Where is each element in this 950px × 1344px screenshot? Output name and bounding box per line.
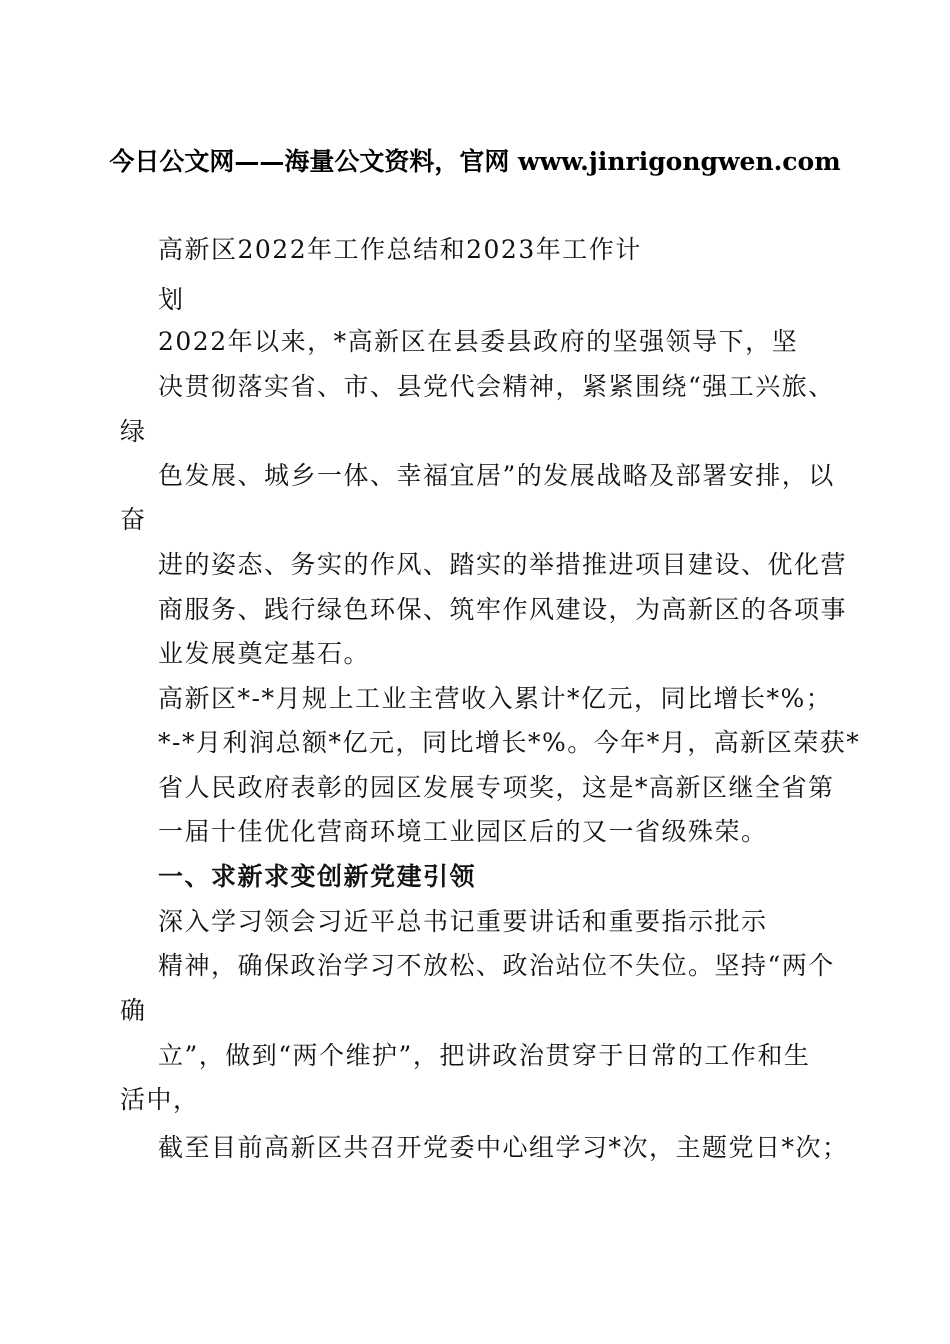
paragraph-line: 立”，做到“两个维护”，把讲政治贯穿于日常的工作和生 [158,1041,811,1070]
paragraph-line: 省人民政府表彰的园区发展专项奖，这是*高新区继全省第 [158,773,835,802]
paragraph-line: 活中， [120,1085,200,1114]
paragraph-line: 2022年以来，*高新区在县委县政府的坚强领导下，坚 [158,327,799,356]
paragraph-line: 截至目前高新区共召开党委中心组学习*次，主题党日*次； [158,1133,849,1162]
document-title-line-1: 高新区2022年工作总结和2023年工作计 [158,235,642,264]
paragraph-line: 高新区*-*月规上工业主营收入累计*亿元，同比增长*%； [158,684,833,713]
paragraph-line: 奋 [120,505,147,534]
paragraph-line: 确 [120,996,147,1025]
paragraph-line: 商服务、践行绿色环保、筑牢作风建设，为高新区的各项事 [158,595,848,624]
paragraph-line: 一届十佳优化营商环境工业园区后的又一省级殊荣。 [158,817,768,846]
paragraph-line: 色发展、城乡一体、幸福宜居”的发展战略及部署安排，以 [158,461,835,490]
paragraph-line: 深入学习领会习近平总书记重要讲话和重要指示批示 [158,907,768,936]
paragraph-line: *-*月利润总额*亿元，同比增长*%。今年*月，高新区荣获* [158,728,861,757]
section-heading: 一、求新求变创新党建引领 [158,862,477,891]
paragraph-line: 业发展奠定基石。 [158,639,371,668]
paragraph-line: 精神，确保政治学习不放松、政治站位不失位。坚持“两个 [158,951,835,980]
paragraph-line: 决贯彻落实省、市、县党代会精神，紧紧围绕“强工兴旅、 [158,372,835,401]
document-title-line-2: 划 [158,285,185,314]
paragraph-line: 进的姿态、务实的作风、踏实的举措推进项目建设、优化营 [158,550,848,579]
site-header-banner: 今日公文网——海量公文资料，官网 www.jinrigongwen.com [109,147,841,176]
paragraph-line: 绿 [120,417,147,446]
